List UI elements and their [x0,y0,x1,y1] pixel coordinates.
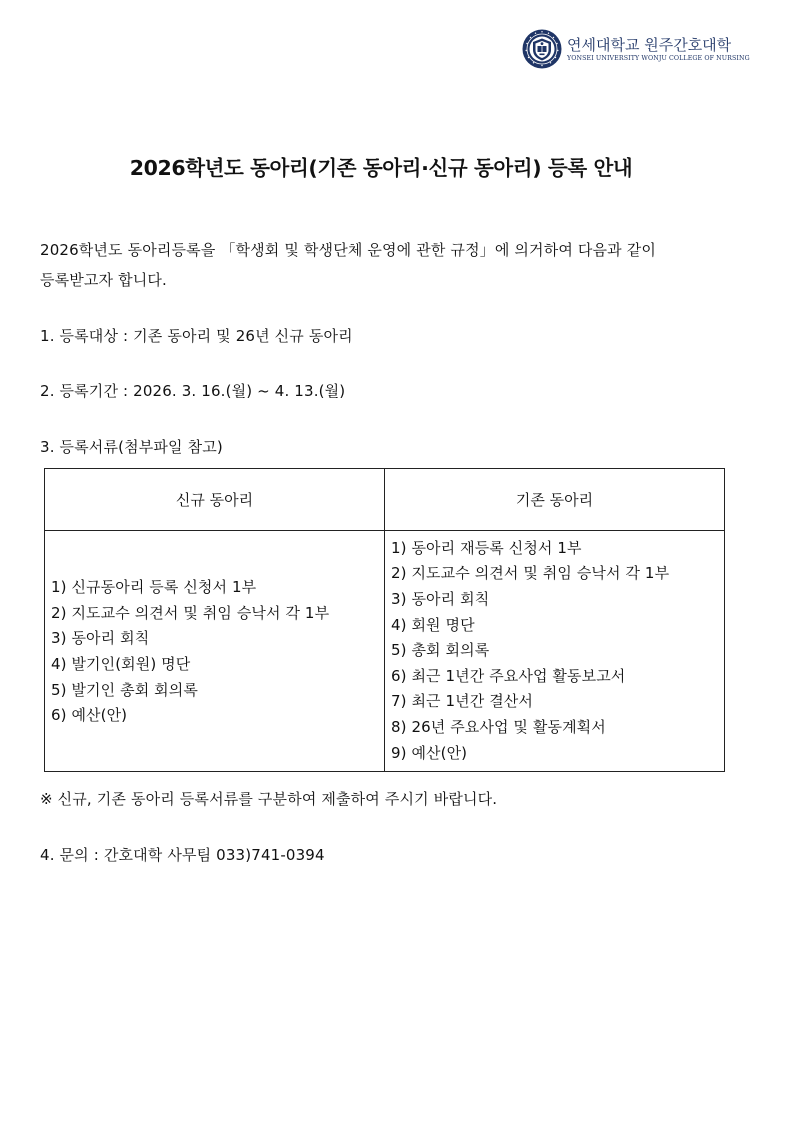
submission-note: ※ 신규, 기존 동아리 등록서류를 구분하여 제출하여 주시기 바랍니다. [40,790,498,808]
list-item: 2) 지도교수 의견서 및 취임 승낙서 각 1부 [391,564,670,583]
registration-period: 2. 등록기간 : 2026. 3. 16.(월) ~ 4. 13.(월) [40,382,346,400]
university-seal-icon [522,29,562,69]
list-item: 9) 예산(안) [391,743,468,762]
inquiry-contact: 4. 문의 : 간호대학 사무팀 033)741-0394 [40,846,325,864]
list-item: 6) 예산(안) [51,706,128,725]
list-item: 4) 발기인(회원) 명단 [51,655,191,673]
list-item: 1) 신규동아리 등록 신청서 1부 [51,578,257,597]
new-club-documents-cell [45,531,385,772]
header-existing-club: 기존 동아리 [385,469,725,531]
list-item: 5) 총회 회의록 [391,641,490,660]
intro-line-1: 2026학년도 동아리등록을 「학생회 및 학생단체 운영에 관한 규정」에 의거하여 다음과 같이 [40,241,657,259]
university-logo [522,29,750,69]
table-header-row [45,469,725,531]
list-item: 8) 26년 주요사업 및 활동계획서 [391,717,606,736]
university-english-name: YONSEI UNIVERSITY WONJU COLLEGE OF NURSING [567,54,750,62]
existing-club-document-list [391,536,724,766]
list-item: 3) 동아리 회칙 [51,629,150,648]
registration-target: 1. 등록대상 : 기존 동아리 및 26년 신규 동아리 [40,327,353,345]
list-item: 1) 동아리 재등록 신청서 1부 [391,538,582,557]
documents-table [44,468,725,772]
university-name: 연세대학교 원주간호대학 [567,35,732,54]
intro-line-2: 등록받고자 합니다. [40,271,167,289]
list-item: 7) 최근 1년간 결산서 [391,692,533,711]
list-item: 5) 발기인 총회 회의록 [51,680,198,699]
table-row [45,531,725,772]
new-club-document-list [51,573,384,729]
list-item: 6) 최근 1년간 주요사업 활동보고서 [391,666,626,685]
existing-club-documents-cell [385,531,725,772]
header-new-club: 신규 동아리 [45,469,385,531]
list-item: 3) 동아리 회칙 [391,590,490,609]
registration-documents: 3. 등록서류(첨부파일 참고) [40,438,223,456]
list-item: 2) 지도교수 의견서 및 취임 승낙서 각 1부 [51,603,330,622]
document-title: 2026학년도 동아리(기존 동아리·신규 동아리) 등록 안내 [129,156,633,180]
list-item: 4) 회원 명단 [391,615,475,634]
